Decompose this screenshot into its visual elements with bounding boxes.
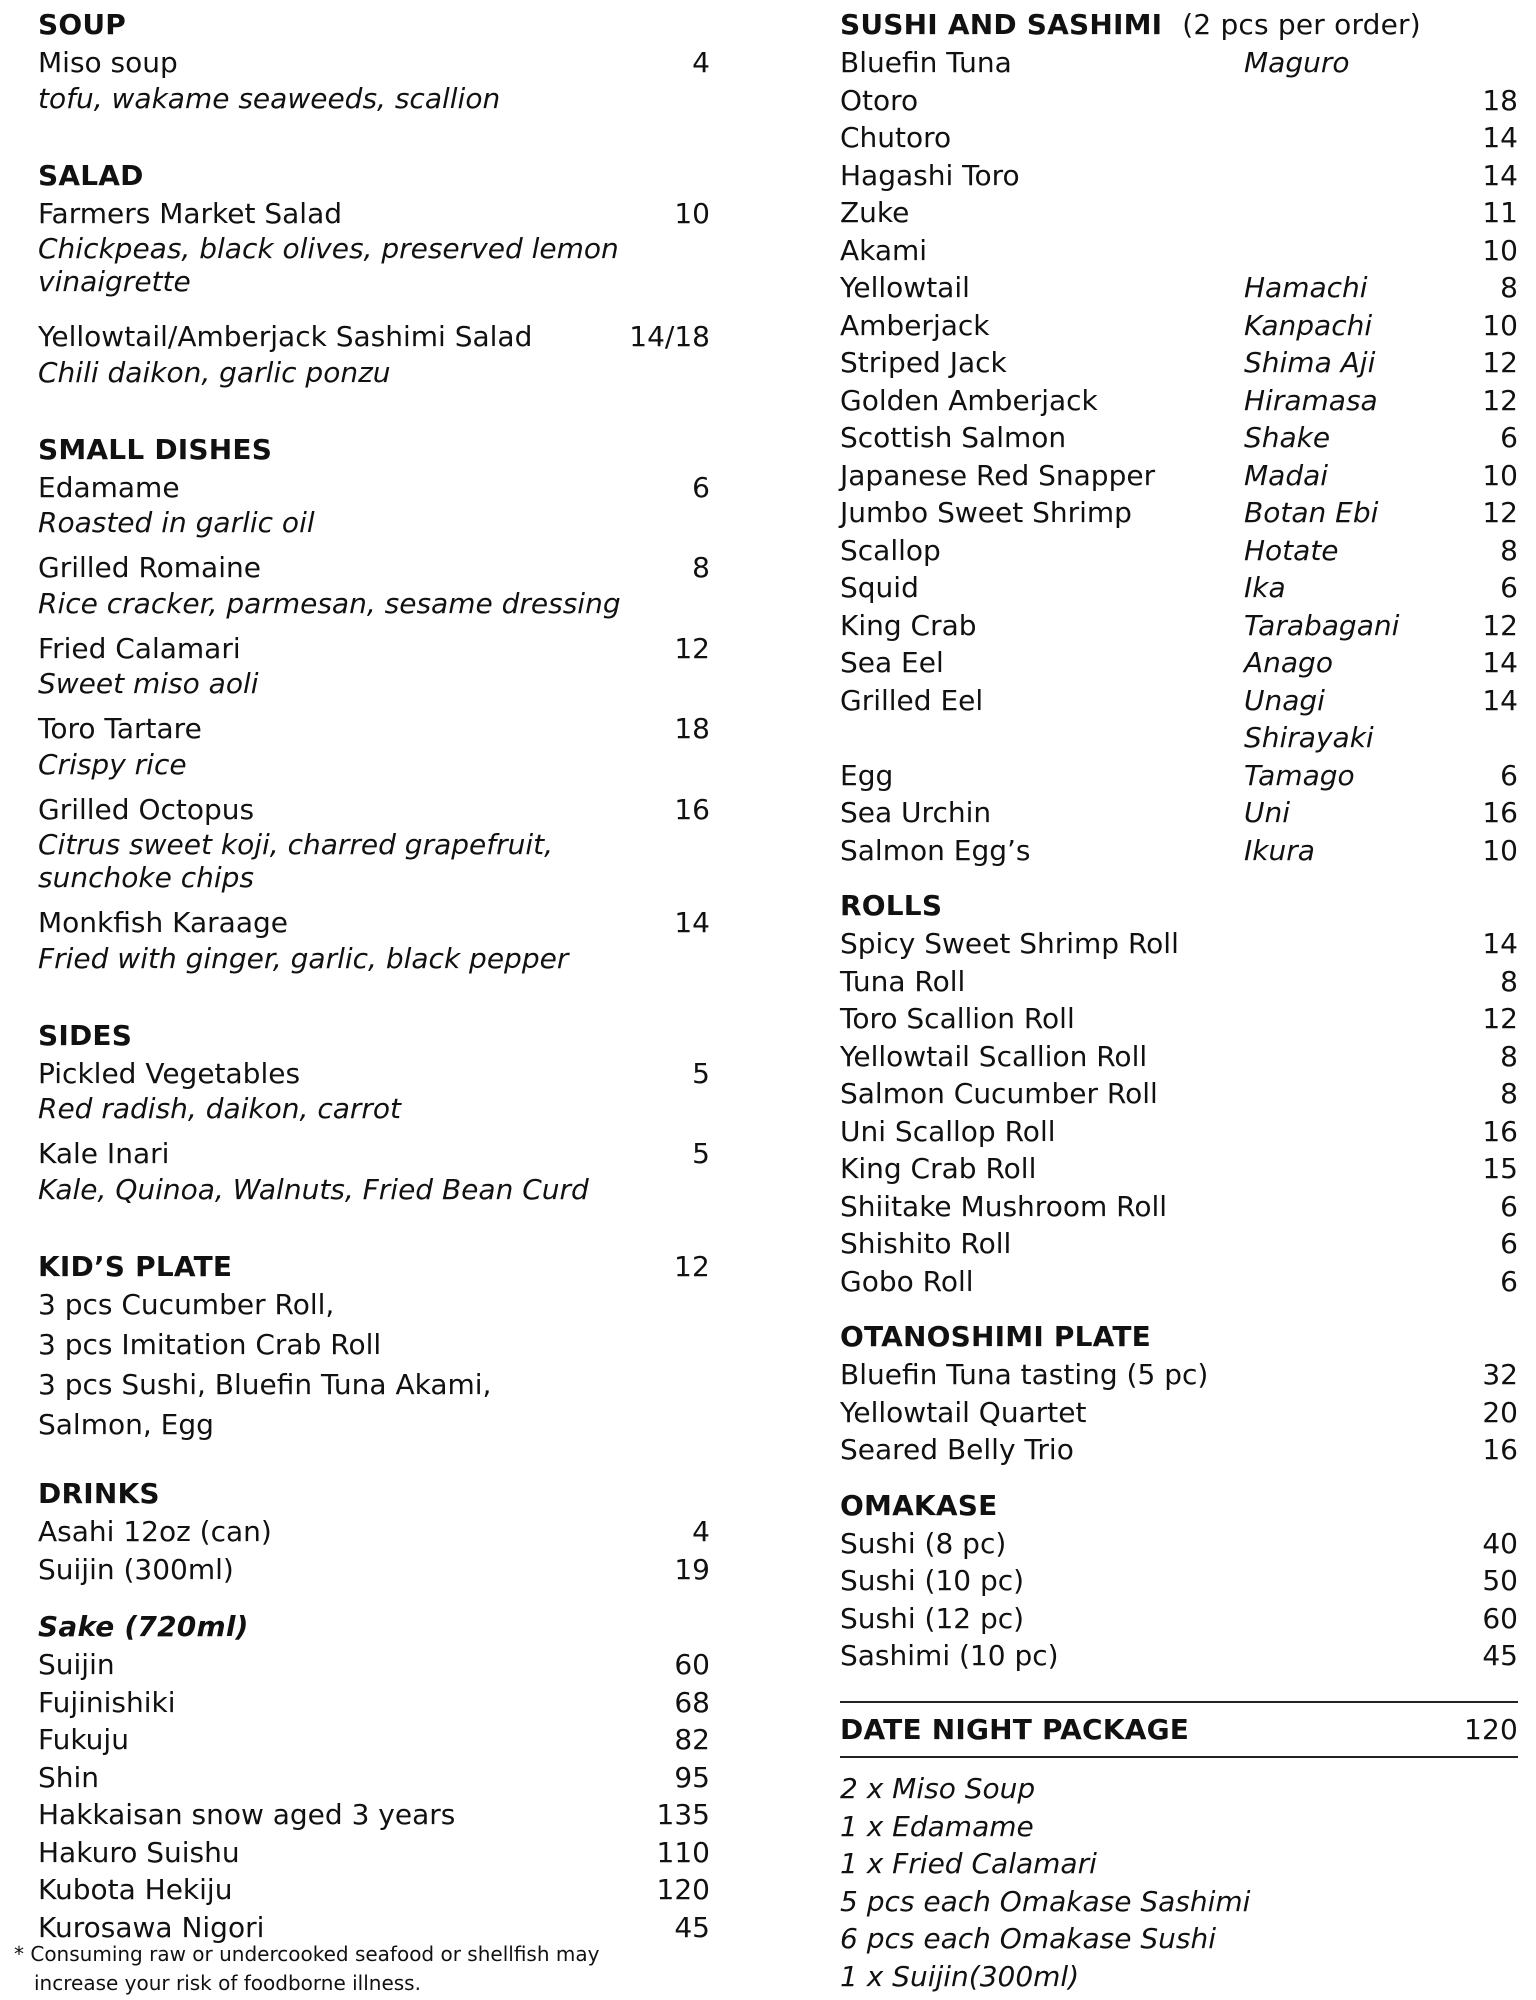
sushi-row xyxy=(840,157,1518,195)
menu-item xyxy=(840,1188,1518,1226)
item-price: 18 xyxy=(1482,83,1518,117)
menu-item xyxy=(840,1038,1518,1076)
sushi-row xyxy=(840,419,1518,457)
item-japanese-name xyxy=(1244,232,1458,270)
sushi-row xyxy=(840,607,1518,645)
item-price: 12 xyxy=(1482,496,1518,529)
item-japanese-name: Botan Ebi xyxy=(1244,496,1379,529)
item-price: 16 xyxy=(1482,1114,1518,1148)
menu-item: Fried Calamari 12 xyxy=(38,631,710,665)
item-japanese-name xyxy=(1244,82,1458,120)
item-price: 14 xyxy=(1482,683,1518,717)
menu-item xyxy=(840,963,1518,1001)
menu-item: Grilled Octopus 16 xyxy=(38,792,710,826)
menu-item: Edamame 6 xyxy=(38,470,710,504)
item-price: 50 xyxy=(1482,1564,1518,1597)
item-japanese-name: Shima Aji xyxy=(1244,346,1376,379)
menu-item: Hakuro Suishu 110 xyxy=(38,1835,710,1869)
item-price: 12 xyxy=(1482,383,1518,417)
item-price: 45 xyxy=(1482,1639,1518,1672)
item-japanese-name: Tamago xyxy=(1244,758,1355,792)
item-price: 6 xyxy=(1500,1227,1518,1260)
item-name: Uni Scallop Roll xyxy=(840,1114,1056,1148)
sushi-header-row: Bluefin Tuna Maguro xyxy=(840,46,1350,79)
sushi-list xyxy=(840,82,1518,870)
item-japanese-name: Hiramasa xyxy=(1244,383,1378,417)
item-japanese-name: Kanpachi xyxy=(1244,308,1373,342)
item-price: 6 xyxy=(1500,571,1518,604)
item-desc: Citrus sweet koji, charred grapefruit, xyxy=(38,828,554,861)
item-name: Jumbo Sweet Shrimp xyxy=(840,496,1132,529)
item-desc: Chili daikon, garlic ponzu xyxy=(38,355,391,389)
package-line: 1 x Edamame xyxy=(840,1809,1034,1843)
sushi-row xyxy=(840,832,1518,870)
item-name: Tuna Roll xyxy=(840,964,966,998)
sushi-row xyxy=(840,682,1518,757)
right-column xyxy=(840,6,1518,1995)
menu-item: Hakkaisan snow aged 3 years 135 xyxy=(38,1798,710,1831)
item-desc: vinaigrette xyxy=(38,265,191,298)
menu-item xyxy=(840,1562,1518,1600)
item-price: 20 xyxy=(1482,1395,1518,1429)
menu-item: Shin 95 xyxy=(38,1760,710,1794)
section-title-kids-plate: KID’S PLATE 12 xyxy=(38,1249,710,1283)
section-title-drinks: DRINKS xyxy=(38,1477,160,1510)
menu-item xyxy=(840,1600,1518,1638)
item-price: 14 xyxy=(1482,121,1518,154)
menu-item xyxy=(840,1525,1518,1563)
section-title-sake: Sake (720ml) xyxy=(38,1610,249,1643)
item-price: 12 xyxy=(1482,346,1518,379)
package-line: 1 x Suijin(300ml) xyxy=(840,1959,1080,1993)
menu-item xyxy=(840,1075,1518,1113)
menu-item: Suijin (300ml) 19 xyxy=(38,1552,710,1586)
item-name: Gobo Roll xyxy=(840,1264,974,1298)
item-desc: Rice cracker, parmesan, sesame dressing xyxy=(38,586,621,620)
sushi-row xyxy=(840,232,1518,270)
item-name: Japanese Red Snapper xyxy=(840,458,1156,492)
item-desc: Fried with ginger, garlic, black pepper xyxy=(38,941,569,975)
item-name: Yellowtail Quartet xyxy=(840,1395,1087,1429)
item-price: 15 xyxy=(1482,1152,1518,1185)
item-japanese-name: Ikura xyxy=(1244,833,1315,867)
item-japanese-name: Hamachi xyxy=(1244,271,1368,304)
sushi-row xyxy=(840,457,1518,495)
menu-item xyxy=(840,1431,1518,1469)
menu-item xyxy=(840,1263,1518,1301)
item-price: 8 xyxy=(1500,1077,1518,1110)
sushi-row xyxy=(840,344,1518,382)
item-price: 40 xyxy=(1482,1526,1518,1560)
menu-item xyxy=(840,1394,1518,1432)
item-name: Zuke xyxy=(840,196,910,229)
menu-item: Toro Tartare 18 xyxy=(38,712,710,745)
section-title-soup: SOUP xyxy=(38,8,127,41)
sushi-row xyxy=(840,269,1518,307)
item-desc: tofu, wakame seaweeds, scallion xyxy=(38,81,501,115)
item-name: Sushi (10 pc) xyxy=(840,1564,1025,1597)
sushi-row xyxy=(840,307,1518,345)
item-name: Salmon Cucumber Roll xyxy=(840,1077,1158,1110)
menu-item: Suijin 60 xyxy=(38,1648,710,1681)
kids-line: 3 pcs Imitation Crab Roll xyxy=(38,1328,382,1361)
item-name: Striped Jack xyxy=(840,346,1007,379)
item-japanese-name xyxy=(1244,119,1458,157)
item-desc: sunchoke chips xyxy=(38,861,254,894)
menu-item: Monkfish Karaage 14 xyxy=(38,906,710,939)
item-desc: Chickpeas, black olives, preserved lemon xyxy=(38,232,619,265)
item-desc: Roasted in garlic oil xyxy=(38,506,315,539)
menu-item: Kale Inari 5 xyxy=(38,1137,710,1170)
otanoshimi-list xyxy=(840,1356,1518,1469)
omakase-list xyxy=(840,1525,1518,1675)
section-title-omakase: OMAKASE xyxy=(840,1488,998,1522)
menu-item: Fukuju 82 xyxy=(38,1723,710,1756)
item-price: 14 xyxy=(1482,927,1518,960)
item-name: Sea Eel xyxy=(840,646,944,679)
item-name: Otoro xyxy=(840,83,919,117)
menu-item xyxy=(840,1150,1518,1188)
item-japanese-name: Unagi Shirayaki xyxy=(1244,683,1374,754)
item-price: 32 xyxy=(1482,1358,1518,1391)
package-line: 2 x Miso Soup xyxy=(840,1772,1036,1805)
sushi-row xyxy=(840,644,1518,682)
left-column xyxy=(38,6,710,1946)
item-desc: Kale, Quinoa, Walnuts, Fried Bean Curd xyxy=(38,1172,589,1206)
item-price: 10 xyxy=(1482,458,1518,492)
menu-item: Fujinishiki 68 xyxy=(38,1685,710,1719)
item-name: Scallop xyxy=(840,533,941,567)
item-name: Spicy Sweet Shrimp Roll xyxy=(840,927,1179,960)
item-name: Yellowtail Scallion Roll xyxy=(840,1039,1148,1073)
item-price: 8 xyxy=(1500,533,1518,567)
kids-line: 3 pcs Cucumber Roll, xyxy=(38,1288,335,1321)
menu-item: Kurosawa Nigori 45 xyxy=(38,1910,710,1944)
menu-item: Yellowtail/Amberjack Sashimi Salad 14/18 xyxy=(38,320,710,353)
sushi-row xyxy=(840,532,1518,570)
menu-item: Grilled Romaine 8 xyxy=(38,551,710,584)
item-price: 12 xyxy=(1482,608,1518,642)
item-name: Golden Amberjack xyxy=(840,383,1098,417)
menu-item xyxy=(840,925,1518,963)
item-price: 16 xyxy=(1482,796,1518,829)
sushi-row xyxy=(840,794,1518,832)
sushi-row xyxy=(840,194,1518,232)
sushi-row xyxy=(840,82,1518,120)
menu-item xyxy=(840,1225,1518,1263)
item-name: Sushi (12 pc) xyxy=(840,1601,1025,1635)
item-desc: Crispy rice xyxy=(38,747,187,781)
item-price: 6 xyxy=(1500,421,1518,454)
menu-item: Asahi 12oz (can) 4 xyxy=(38,1515,710,1548)
item-japanese-name xyxy=(1244,157,1458,195)
item-japanese-name: Madai xyxy=(1244,458,1329,492)
footnote: * Consuming raw or undercooked seafood or shellfish may increase your risk of foodborne illness. xyxy=(14,1942,600,1995)
item-name: Seared Belly Trio xyxy=(840,1433,1074,1466)
kids-line: Salmon, Egg xyxy=(38,1408,214,1441)
rolls-list xyxy=(840,925,1518,1300)
package-line: 5 pcs each Omakase Sashimi xyxy=(840,1884,1251,1918)
section-title-salad: SALAD xyxy=(38,158,144,192)
menu-item: Pickled Vegetables 5 xyxy=(38,1056,710,1090)
item-name: Akami xyxy=(840,233,928,267)
item-price: 14 xyxy=(1482,646,1518,679)
item-price: 6 xyxy=(1500,1264,1518,1298)
item-price: 8 xyxy=(1500,964,1518,998)
item-price: 8 xyxy=(1500,1039,1518,1073)
kids-line: 3 pcs Sushi, Bluefin Tuna Akami, xyxy=(38,1368,492,1401)
menu-item: Farmers Market Salad 10 xyxy=(38,196,710,230)
sushi-row xyxy=(840,119,1518,157)
item-price: 6 xyxy=(1500,758,1518,792)
section-title-sushi: SUSHI AND SASHIMI (2 pcs per order) xyxy=(840,8,1421,41)
package-line: 1 x Fried Calamari xyxy=(840,1847,1097,1880)
item-name: Amberjack xyxy=(840,308,990,342)
item-name: Sea Urchin xyxy=(840,796,992,829)
item-price: 16 xyxy=(1482,1433,1518,1466)
item-name: Sashimi (10 pc) xyxy=(840,1639,1059,1672)
item-name: Grilled Eel xyxy=(840,683,984,717)
item-japanese-name xyxy=(1244,194,1458,232)
item-name: Egg xyxy=(840,758,894,792)
section-title-rolls: ROLLS xyxy=(840,889,943,922)
menu-item xyxy=(840,1356,1518,1394)
item-name: Salmon Egg’s xyxy=(840,833,1031,867)
item-name: Sushi (8 pc) xyxy=(840,1526,1007,1560)
sushi-row xyxy=(840,757,1518,795)
item-name: Toro Scallion Roll xyxy=(840,1002,1075,1035)
item-japanese-name: Uni xyxy=(1244,796,1291,829)
item-japanese-name: Tarabagani xyxy=(1244,608,1400,642)
item-japanese-name: Ika xyxy=(1244,571,1286,604)
item-japanese-name: Shake xyxy=(1244,421,1331,454)
item-price: 10 xyxy=(1482,233,1518,267)
section-title-sides: SIDES xyxy=(38,1018,133,1052)
item-price: 12 xyxy=(1482,1002,1518,1035)
sushi-row xyxy=(840,382,1518,420)
menu-item: Miso soup 4 xyxy=(38,46,710,79)
item-desc: Sweet miso aoli xyxy=(38,667,259,700)
item-price: 10 xyxy=(1482,833,1518,867)
menu-item xyxy=(840,1113,1518,1151)
item-name: Shiitake Mushroom Roll xyxy=(840,1189,1168,1223)
item-name: Yellowtail xyxy=(840,271,970,304)
menu-item: Kubota Hekiju 120 xyxy=(38,1873,710,1906)
item-price: 8 xyxy=(1500,271,1518,304)
item-price: 60 xyxy=(1482,1601,1518,1635)
sushi-row xyxy=(840,569,1518,607)
date-night-list xyxy=(840,1770,1518,1995)
item-name: Shishito Roll xyxy=(840,1227,1012,1260)
section-title-small-dishes: SMALL DISHES xyxy=(38,432,273,466)
sushi-row xyxy=(840,494,1518,532)
item-name: King Crab xyxy=(840,608,977,642)
item-price: 6 xyxy=(1500,1189,1518,1223)
item-japanese-name: Anago xyxy=(1244,646,1333,679)
section-title-otanoshimi: OTANOSHIMI PLATE xyxy=(840,1320,1151,1353)
item-price: 11 xyxy=(1482,196,1518,229)
item-desc: Red radish, daikon, carrot xyxy=(38,1092,402,1125)
item-name: Chutoro xyxy=(840,121,952,154)
item-name: Hagashi Toro xyxy=(840,158,1020,192)
menu-item xyxy=(840,1000,1518,1038)
section-title-date-night: DATE NIGHT PACKAGE 120 xyxy=(840,1712,1518,1746)
item-name: Bluefin Tuna tasting (5 pc) xyxy=(840,1358,1209,1391)
menu-item xyxy=(840,1637,1518,1675)
item-name: Squid xyxy=(840,571,919,604)
item-japanese-name: Hotate xyxy=(1244,533,1339,567)
item-price: 10 xyxy=(1482,308,1518,342)
item-name: Scottish Salmon xyxy=(840,421,1067,454)
item-price: 14 xyxy=(1482,158,1518,192)
item-name: King Crab Roll xyxy=(840,1152,1037,1185)
package-line: 6 pcs each Omakase Sushi xyxy=(840,1922,1216,1955)
